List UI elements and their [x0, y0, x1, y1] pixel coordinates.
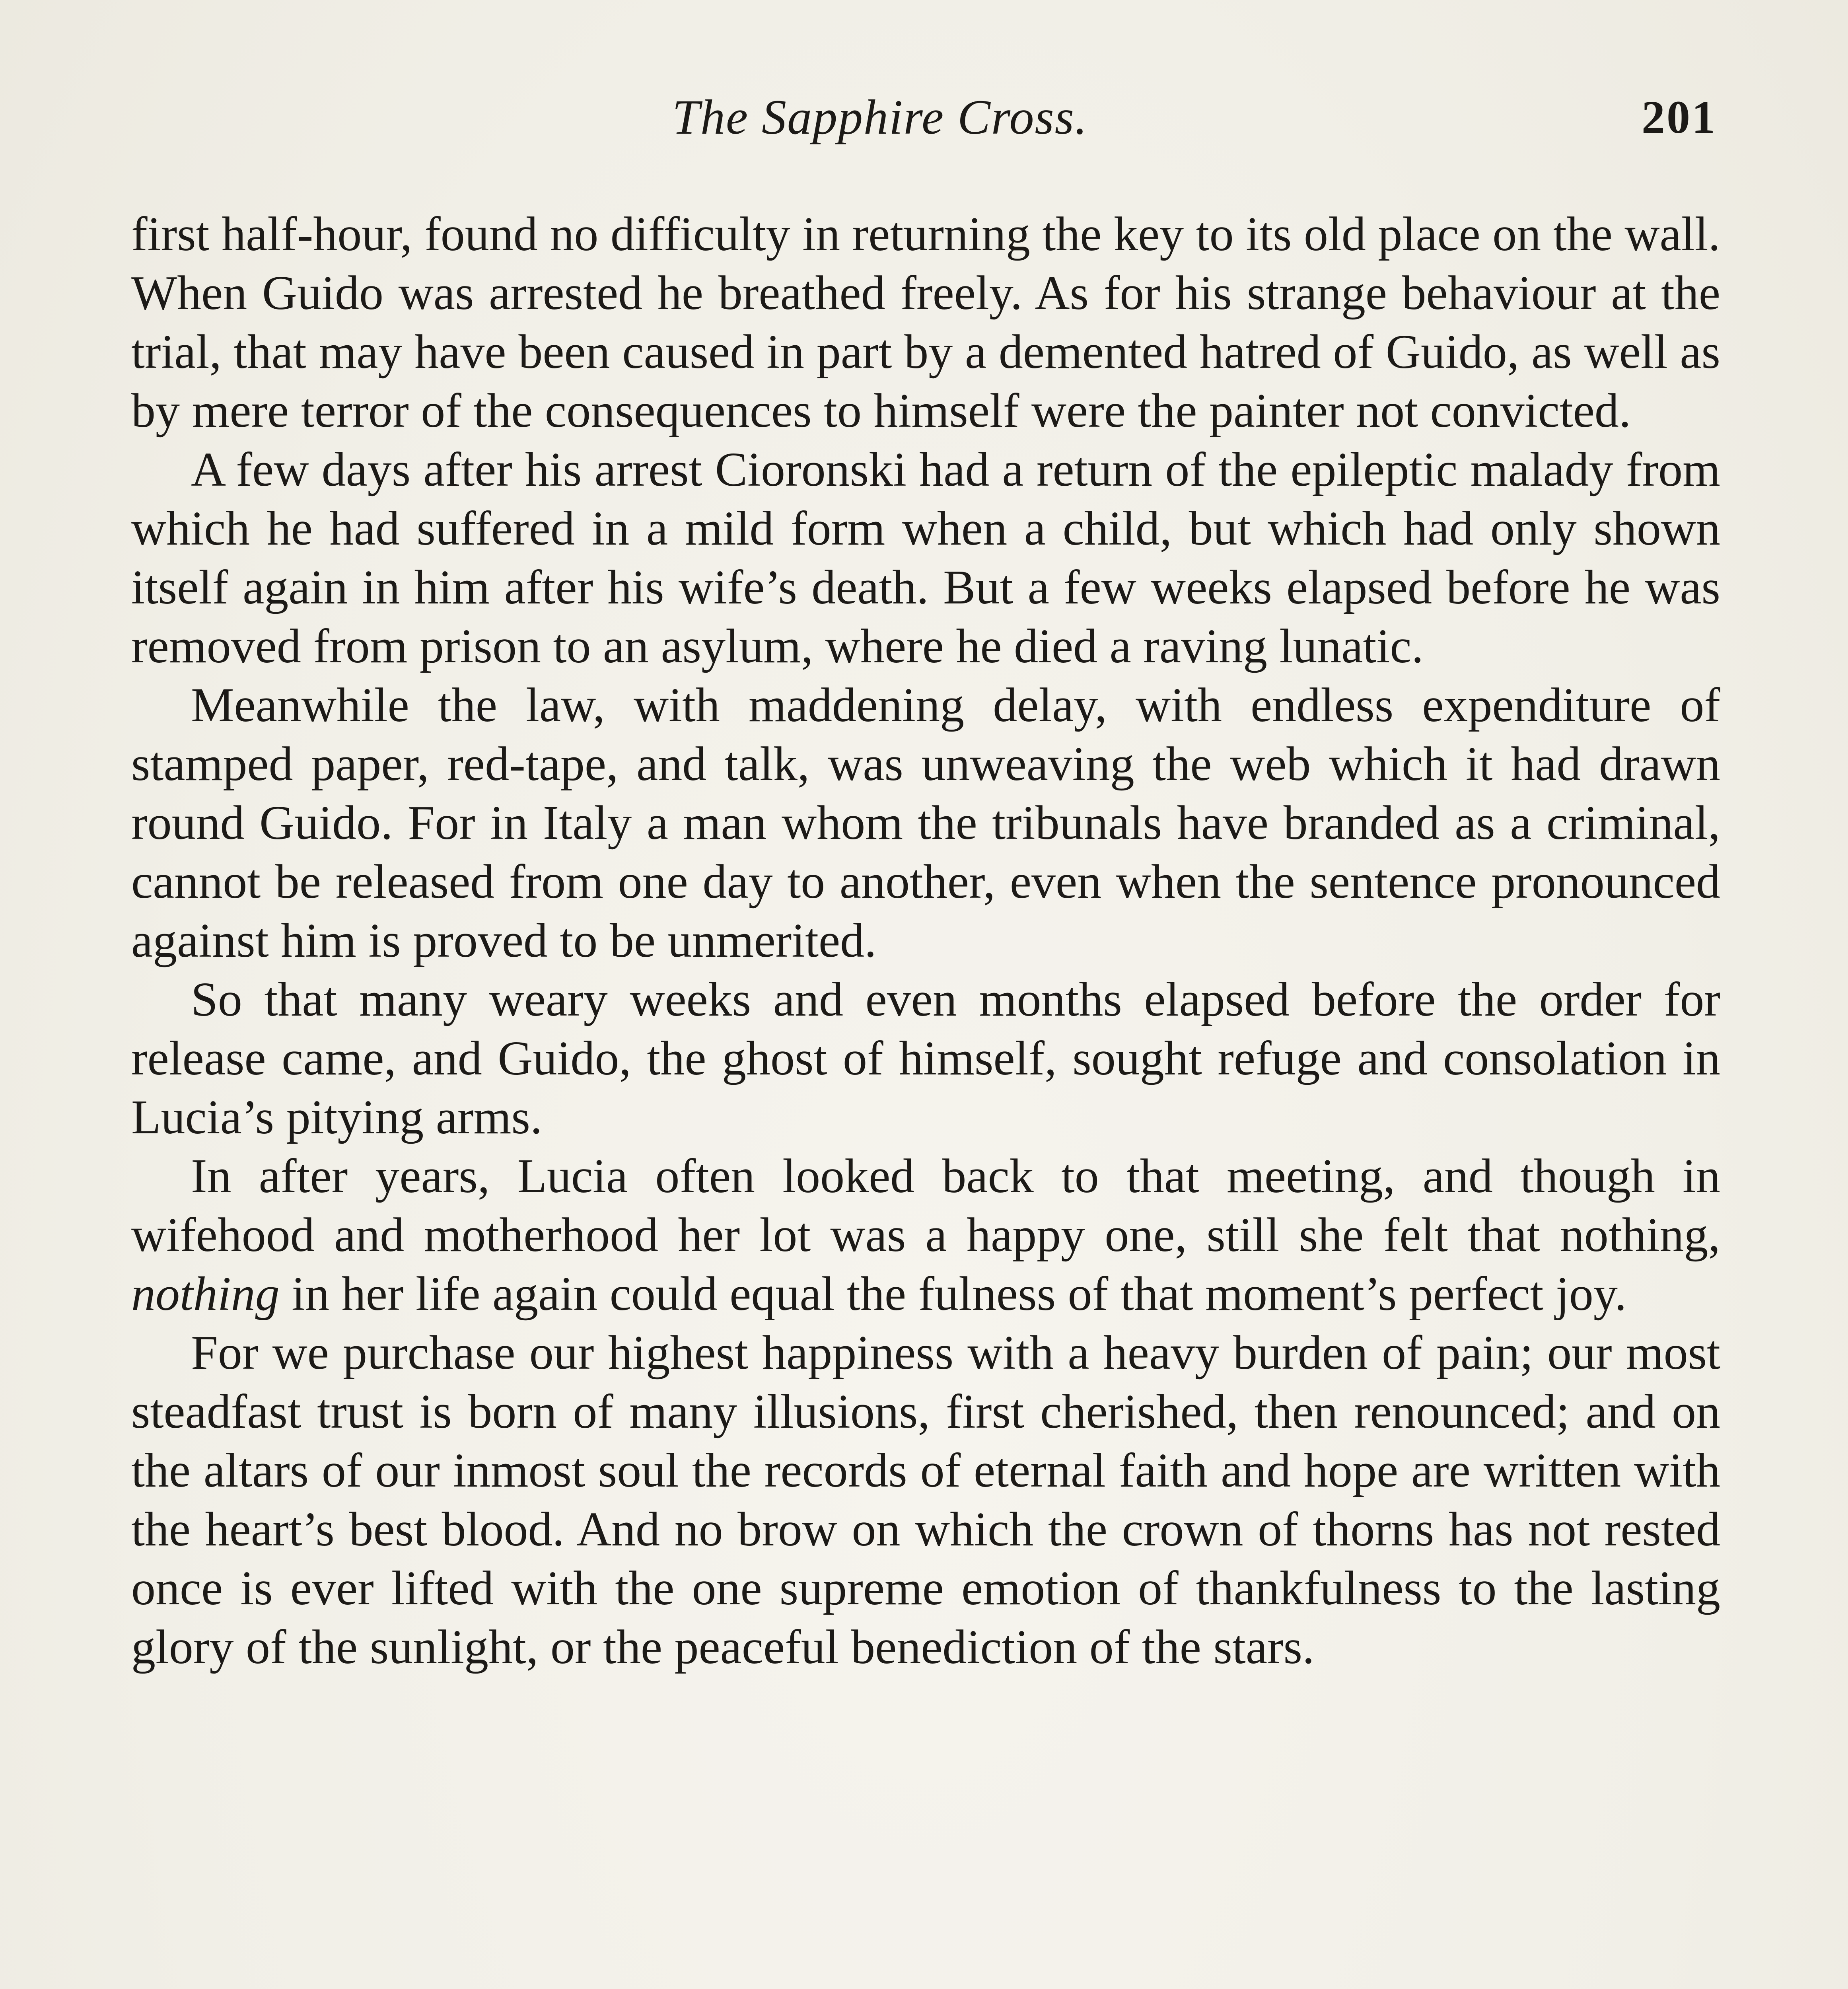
running-title: The Sapphire Cross. — [672, 90, 1088, 144]
paragraph-4: So that many weary weeks and even months elapsed before the order for release came, and Guido, the ghost of himself, sought refuge and consolation in Lucia’s pitying arms. — [131, 973, 1720, 1144]
paragraph-2: A few days after his arrest Cioronski had a return of the epileptic malady from which he had suffered in a mild form when a child, but which had only shown itself again in him after his wife’s death. But a few weeks elapsed before he was removed from prison to an asylum, where he died a raving lunatic. — [131, 443, 1720, 673]
emphasized-word: nothing — [131, 1267, 280, 1321]
paragraph-5 — [131, 1147, 1720, 1323]
page-number: 201 — [1642, 91, 1717, 143]
running-head — [0, 86, 1848, 149]
paragraph-5-end: in her life again could equal the fulness of that moment’s perfect joy. — [292, 1267, 1627, 1321]
paragraph-3: Meanwhile the law, with maddening delay, with endless expenditure of stamped paper, red-tape, and talk, was unweaving the web which it had drawn round Guido. For in Italy a man whom the tribunals have branded as a criminal, cannot be released from one day to another, even when the sentence pronounced against him is proved to be unmerited. — [131, 678, 1720, 967]
body-text — [131, 205, 1720, 1677]
paragraph-1: first half-hour, found no difficulty in returning the key to its old place on the wall. When Guido was arrested he breathed freely. As for his strange behaviour at the trial, that may have been caused in part by a demented hatred of Guido, as well as by mere terror of the consequences to himself were the painter not convicted. — [131, 207, 1720, 438]
paragraph-5-start: In after years, Lucia often looked back to that meeting, and though in wifehood and motherhood her lot was a happy one, still she felt that nothing, — [131, 1149, 1720, 1262]
paragraph-6: For we purchase our highest happiness with a heavy burden of pain; our most steadfast trust is born of many illusions, first cherished, then renounced; and on the altars of our inmost soul the records of eternal faith and hope are written with the heart’s best blood. And no brow on which the crown of thorns has not rested once is ever lifted with the one supreme emotion of thankfulness to the lasting glory of the sunlight, or the peaceful benediction of the stars. — [131, 1326, 1720, 1674]
